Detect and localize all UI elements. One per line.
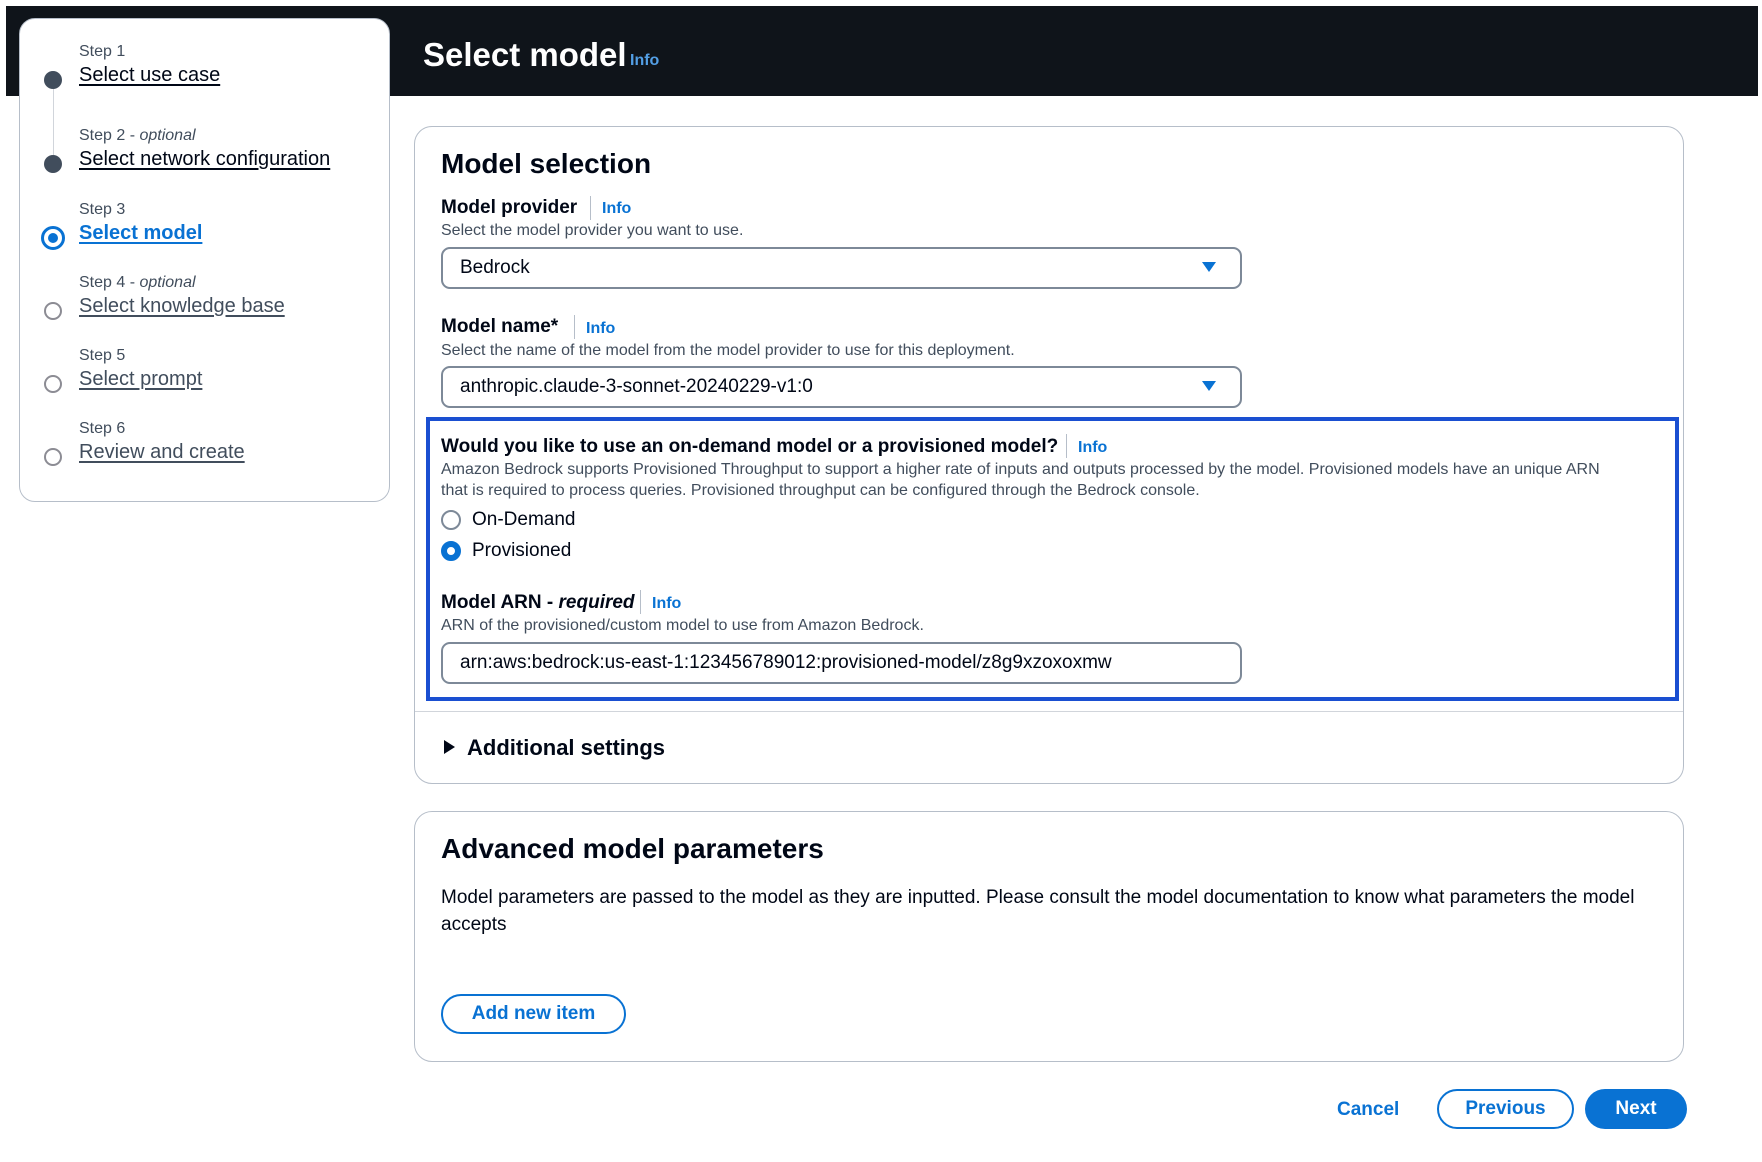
model-provider-description: Select the model provider you want to use. bbox=[441, 222, 744, 239]
step-active-icon bbox=[41, 226, 65, 250]
info-separator bbox=[1066, 434, 1067, 458]
advanced-parameters-heading: Advanced model parameters bbox=[441, 833, 824, 864]
model-name-info-link[interactable]: Info bbox=[586, 320, 616, 337]
model-provider-select[interactable] bbox=[441, 247, 1242, 289]
step-link-select-network-configuration[interactable]: Select network configuration bbox=[79, 148, 331, 170]
advanced-description-line-2: accepts bbox=[441, 914, 507, 935]
step-completed-icon bbox=[44, 155, 62, 173]
step-link-select-prompt[interactable]: Select prompt bbox=[79, 368, 203, 390]
additional-settings-expander[interactable]: Additional settings bbox=[467, 735, 665, 760]
step-pending-icon bbox=[44, 302, 62, 320]
step-number: Step 3 bbox=[79, 201, 126, 218]
wizard-steps-panel bbox=[19, 18, 390, 502]
next-button[interactable]: Next bbox=[1585, 1089, 1687, 1129]
step-link-select-model[interactable]: Select model bbox=[79, 222, 203, 244]
caret-down-icon bbox=[1202, 381, 1216, 391]
model-type-info-link[interactable]: Info bbox=[1078, 439, 1108, 456]
step-number: Step 4 - optional bbox=[79, 274, 196, 291]
model-name-label: Model name* bbox=[441, 316, 559, 337]
model-provider-label: Model provider bbox=[441, 197, 578, 218]
previous-button[interactable]: Previous bbox=[1437, 1089, 1574, 1129]
step-link-select-use-case[interactable]: Select use case bbox=[79, 64, 221, 86]
step-pending-icon bbox=[44, 448, 62, 466]
model-name-select[interactable] bbox=[441, 366, 1242, 408]
model-arn-info-link[interactable]: Info bbox=[652, 595, 682, 612]
add-new-item-button[interactable]: Add new item bbox=[441, 994, 626, 1034]
caret-down-icon bbox=[1202, 262, 1216, 272]
model-arn-input[interactable]: arn:aws:bedrock:us-east-1:123456789012:provisioned-model/z8g9xzoxoxmw bbox=[441, 642, 1242, 684]
step-pending-icon bbox=[44, 375, 62, 393]
model-provider-value: Bedrock bbox=[460, 257, 530, 278]
page-title: Select model bbox=[423, 36, 627, 73]
model-name-description: Select the name of the model from the model provider to use for this deployment. bbox=[441, 342, 1015, 359]
model-arn-label: Model ARN - required bbox=[441, 592, 635, 613]
model-selection-heading: Model selection bbox=[441, 148, 652, 179]
info-separator bbox=[574, 315, 575, 339]
radio-provisioned-label[interactable]: Provisioned bbox=[472, 540, 572, 561]
radio-provisioned[interactable] bbox=[441, 541, 461, 561]
step-number: Step 2 - optional bbox=[79, 127, 196, 144]
step-connector bbox=[53, 85, 54, 155]
info-separator bbox=[590, 196, 591, 220]
step-number: Step 6 bbox=[79, 420, 126, 437]
advanced-description-line-1: Model parameters are passed to the model as they are inputted. Please consult the model documentation to know what parameters the model bbox=[441, 887, 1635, 908]
step-number: Step 5 bbox=[79, 347, 126, 364]
model-name-value: anthropic.claude-3-sonnet-20240229-v1:0 bbox=[460, 376, 813, 397]
radio-on-demand-label[interactable]: On-Demand bbox=[472, 509, 576, 530]
page-title-info-link[interactable]: Info bbox=[630, 52, 660, 69]
step-link-select-knowledge-base[interactable]: Select knowledge base bbox=[79, 295, 285, 317]
section-divider bbox=[415, 711, 1683, 712]
model-type-description-line-2: that is required to process queries. Provisioned throughput can be configured through the Bedrock console. bbox=[441, 482, 1200, 499]
model-provider-info-link[interactable]: Info bbox=[602, 200, 632, 217]
step-completed-icon bbox=[44, 71, 62, 89]
caret-right-icon[interactable] bbox=[444, 740, 455, 754]
cancel-button[interactable]: Cancel bbox=[1337, 1099, 1400, 1120]
model-type-label: Would you like to use an on-demand model or a provisioned model? bbox=[441, 436, 1059, 457]
step-number: Step 1 bbox=[79, 43, 126, 60]
model-arn-description: ARN of the provisioned/custom model to use from Amazon Bedrock. bbox=[441, 617, 924, 634]
model-type-description-line-1: Amazon Bedrock supports Provisioned Throughput to support a higher rate of inputs and outputs processed by the model. Provisioned models have an unique ARN bbox=[441, 461, 1600, 478]
info-separator bbox=[640, 590, 641, 614]
step-link-review-and-create[interactable]: Review and create bbox=[79, 441, 245, 463]
radio-on-demand[interactable] bbox=[441, 510, 461, 530]
